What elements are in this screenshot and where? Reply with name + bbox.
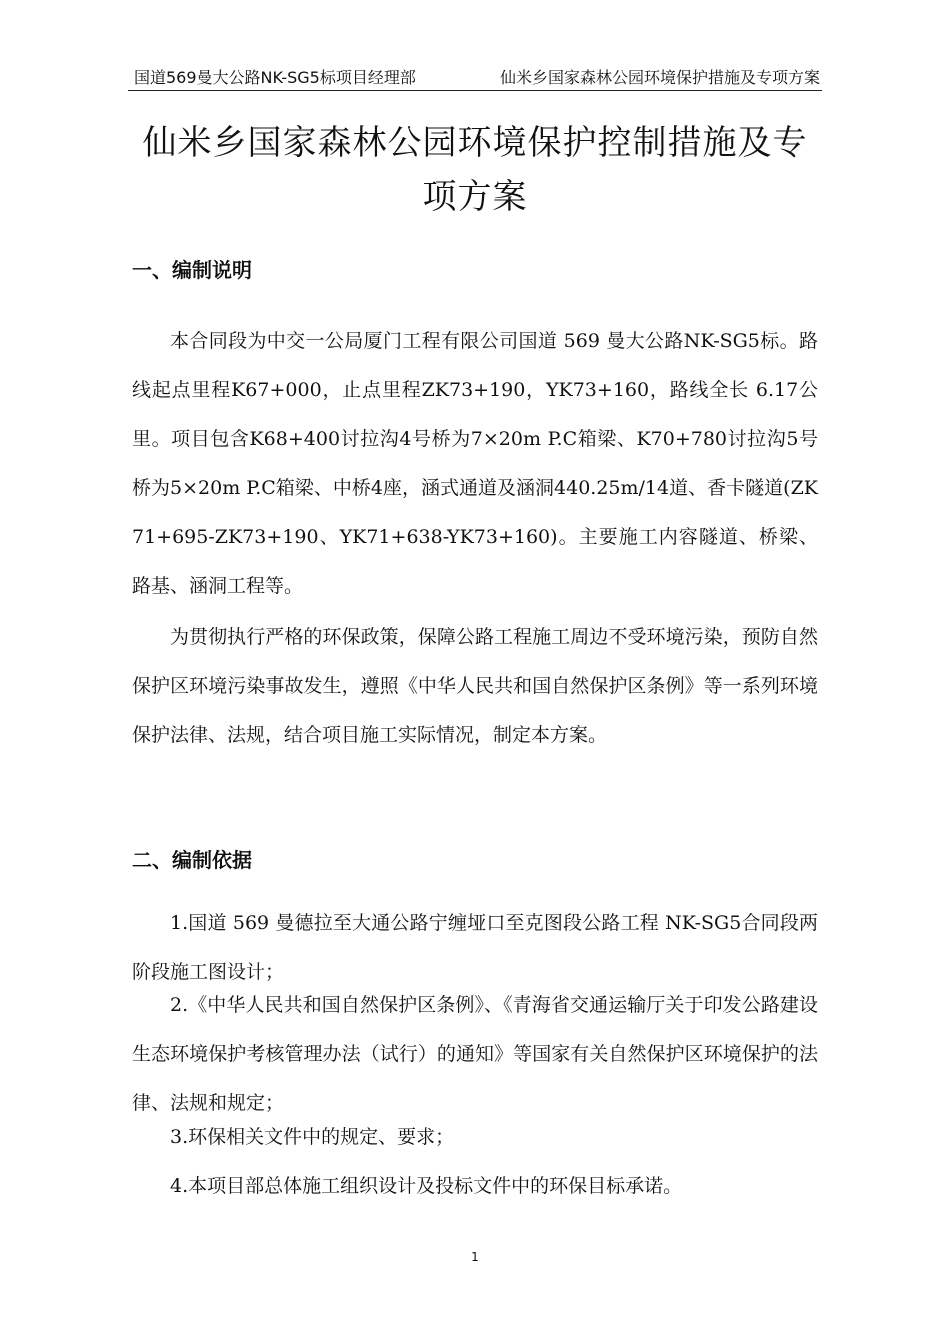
document-title: 仙米乡国家森林公园环境保护控制措施及专项方案	[142, 123, 808, 217]
paragraph-purpose: 为贯彻执行严格的环保政策，保障公路工程施工周边不受环境污染，预防自然保护区环境污染事故发生，遵照《中华人民共和国自然保护区条例》等一系列环境保护法律、法规，结合项目施工实际情况，制定本方案。	[132, 626, 818, 746]
header-left-text: 国道569曼大公路NK-SG5标项目经理部	[134, 68, 416, 87]
basis-item-3: 3.环保相关文件中的规定、要求；	[170, 1126, 455, 1148]
basis-item-4: 4.本项目部总体施工组织设计及投标文件中的环保目标承诺。	[170, 1175, 683, 1197]
basis-item-2: 2.《中华人民共和国自然保护区条例》、《青海省交通运输厅关于印发公路建设生态环境保护考核管理办法（试行）的通知》等国家有关自然保护区环境保护的法律、法规和规定；	[132, 994, 818, 1114]
page-number: 1	[471, 1250, 479, 1264]
paragraph-project-overview: 本合同段为中交一公局厦门工程有限公司国道 569 曼大公路NK-SG5标。路线起点里程K67+000，止点里程ZK73+190，YK73+160，路线全长 6.17公里。项目包含K68+400讨拉沟4号桥为7×20m P.C箱梁、K70+780讨拉沟5号桥为5×20m P.C箱梁、中桥4座，涵式通道及涵洞440.25m/14道、香卡隧道(ZK71+695-ZK73+190、YK71+638-YK73+160)。主要施工内容隧道、桥梁、路基、涵洞工程等。	[132, 330, 818, 597]
section-heading-compilation-basis: 二、编制依据	[132, 848, 252, 872]
header-right-text: 仙米乡国家森林公园环境保护措施及专项方案	[499, 68, 820, 87]
section-heading-compilation-notes: 一、编制说明	[132, 258, 252, 282]
basis-item-1: 1.国道 569 曼德拉至大通公路宁缠垭口至克图段公路工程 NK-SG5合同段两阶段施工图设计；	[132, 912, 818, 983]
running-header	[128, 66, 822, 91]
